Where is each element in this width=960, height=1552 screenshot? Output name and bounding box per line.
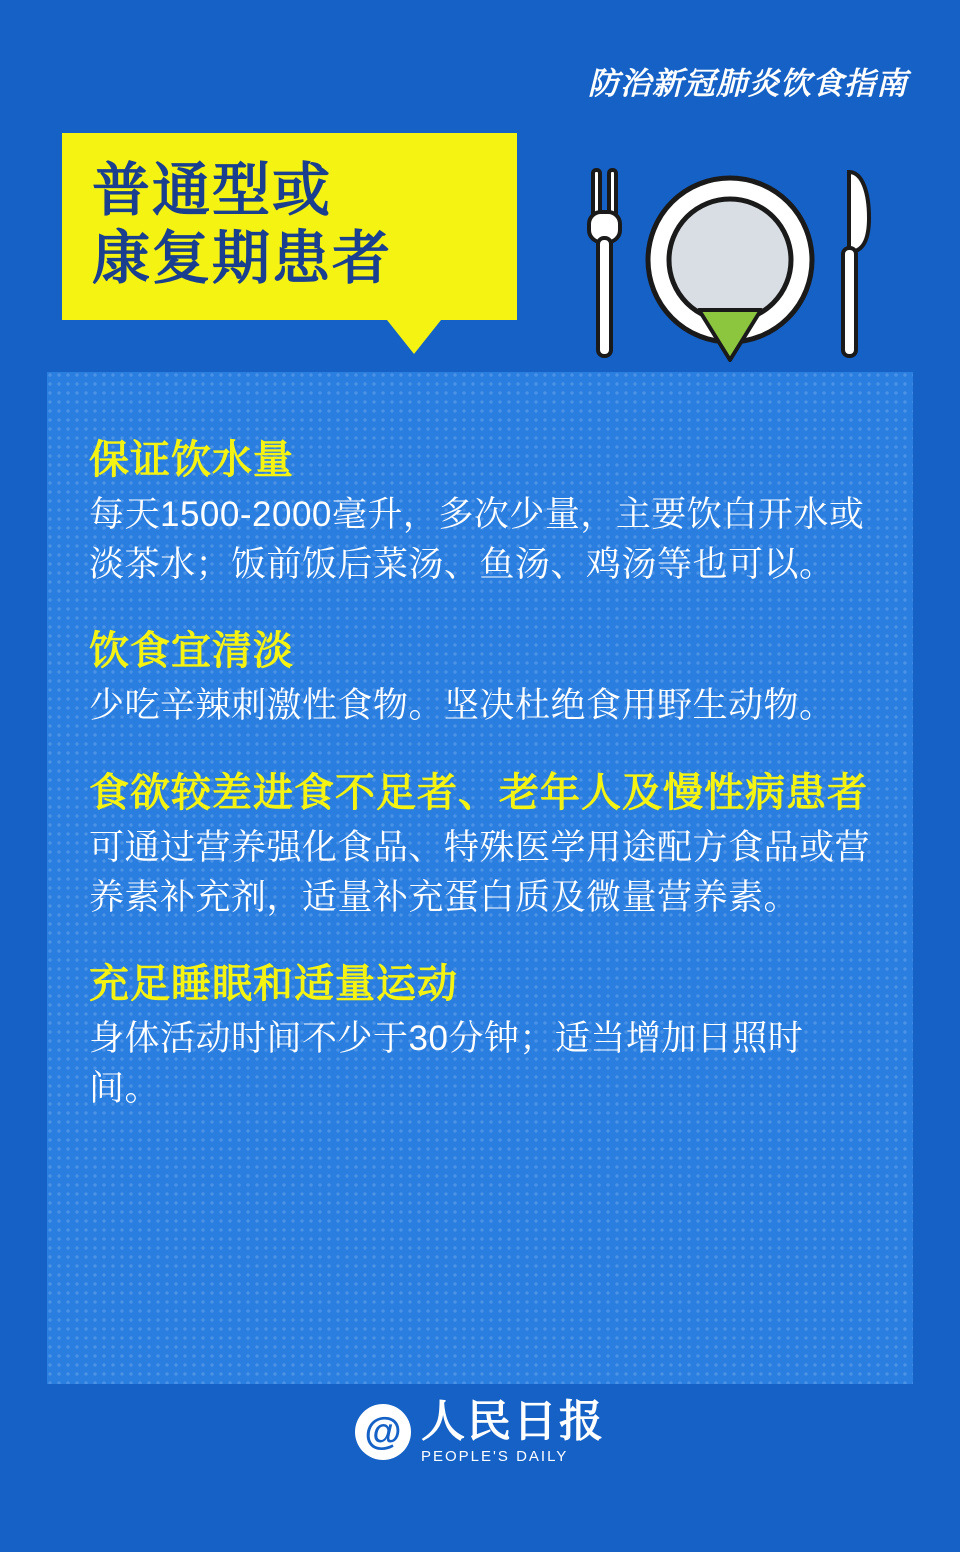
section-body: 可通过营养强化食品、特殊医学用途配方食品或营养素补充剂，适量补充蛋白质及微量营养素。 bbox=[89, 828, 871, 917]
section-item bbox=[89, 958, 873, 1113]
headline-banner bbox=[62, 133, 517, 320]
headline-box bbox=[62, 133, 517, 320]
section-title: 保证饮水量 bbox=[89, 438, 294, 482]
series-title: 防治新冠肺炎饮食指南 bbox=[588, 66, 908, 101]
at-icon: @ bbox=[355, 1404, 411, 1460]
brand-logo bbox=[355, 1397, 605, 1465]
section-body: 少吃辛辣刺激性食物。坚决杜绝食用野生动物。 bbox=[89, 686, 835, 726]
section-body: 每天1500-2000毫升，多次少量，主要饮白开水或淡茶水；饭前饭后菜汤、鱼汤、鸡汤等也可以。 bbox=[89, 495, 865, 584]
section-body: 身体活动时间不少于30分钟；适当增加日照时间。 bbox=[89, 1019, 804, 1109]
section-item bbox=[89, 434, 873, 589]
section-title: 饮食宜清淡 bbox=[89, 629, 294, 674]
content-panel bbox=[47, 372, 913, 1384]
brand-text bbox=[421, 1397, 605, 1465]
headline-line-2: 康复期患者 bbox=[92, 226, 393, 292]
headline-line-1: 普通型或 bbox=[92, 158, 333, 223]
content-list bbox=[47, 372, 913, 1144]
brand-name-en: PEOPLE'S DAILY bbox=[421, 1447, 569, 1465]
fork-plate-knife-icon bbox=[575, 160, 885, 380]
footer bbox=[0, 1397, 960, 1465]
section-item bbox=[89, 625, 873, 731]
section-title: 食欲较差进食不足者、老年人及慢性病患者 bbox=[89, 771, 868, 816]
brand-name-cn: 人民日报 bbox=[421, 1397, 605, 1446]
headline-pointer bbox=[387, 320, 441, 354]
section-title: 充足睡眠和适量运动 bbox=[89, 962, 458, 1007]
section-item bbox=[89, 767, 873, 922]
